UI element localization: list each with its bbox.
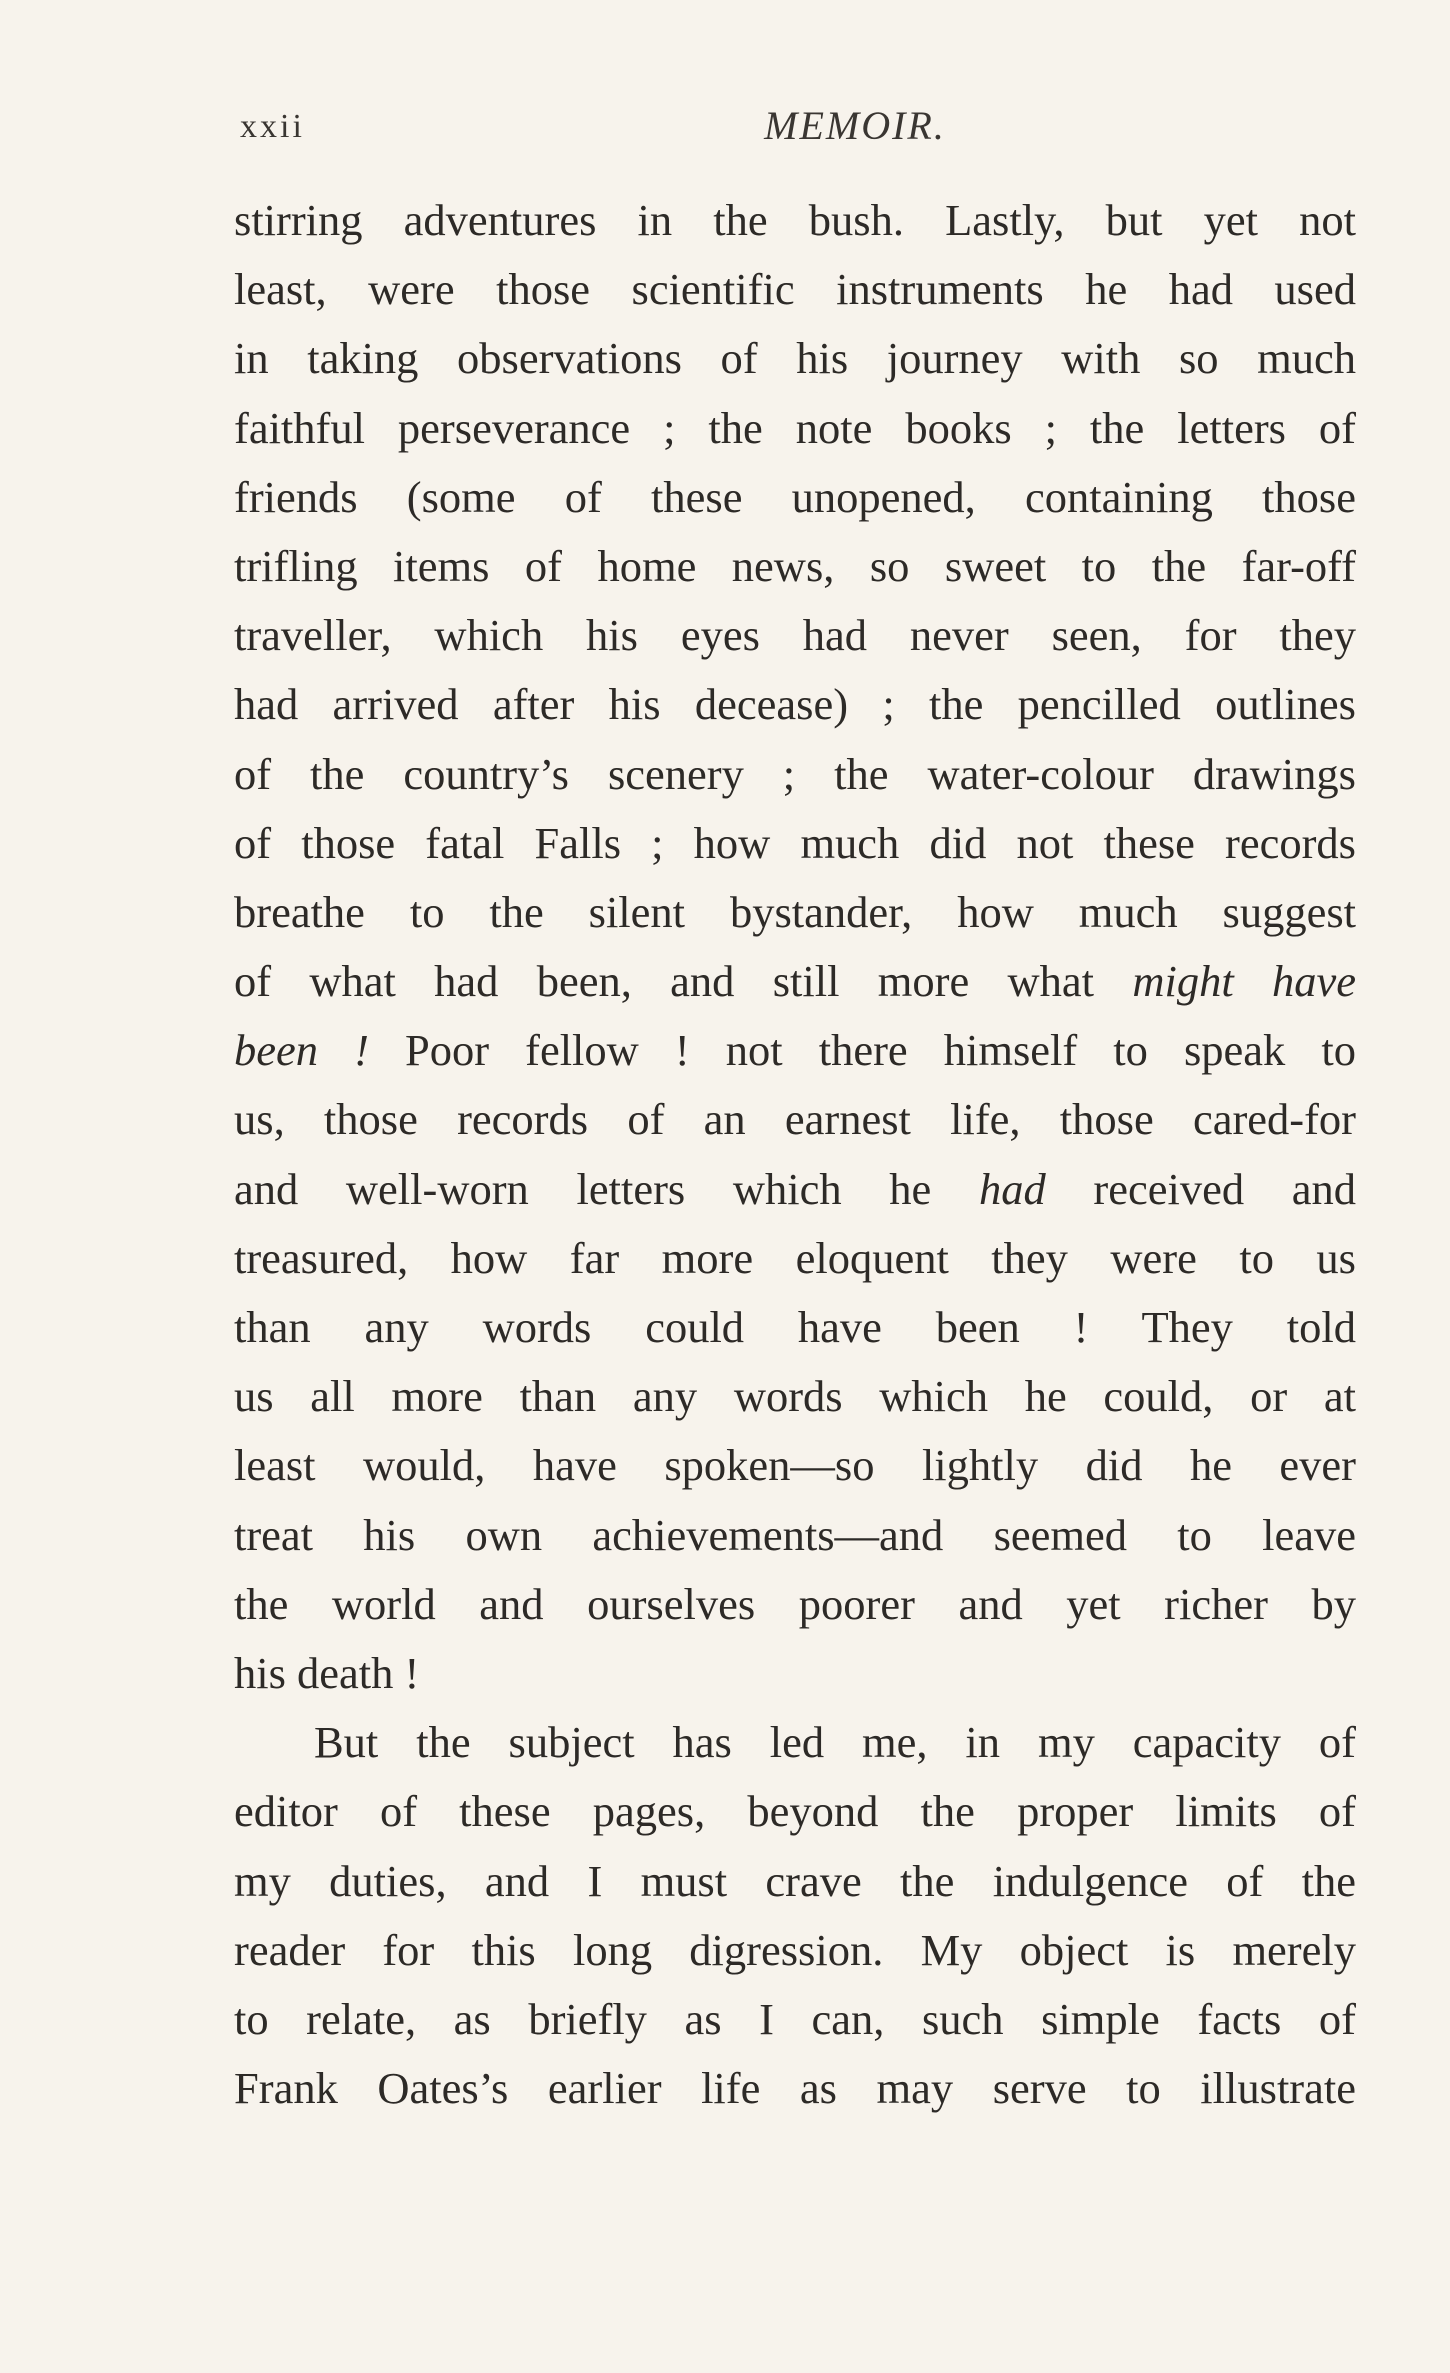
text-line bbox=[234, 324, 1356, 393]
text-line bbox=[234, 1639, 1356, 1708]
text-segment: in taking observations of his journey with so much bbox=[234, 333, 1356, 384]
text-segment: treasured, how far more eloquent they were to us bbox=[234, 1232, 1356, 1283]
text-segment: friends (some of these unopened, containing those bbox=[234, 471, 1356, 522]
text-line bbox=[234, 2054, 1356, 2123]
text-line bbox=[234, 1985, 1356, 2054]
text-segment: breathe to the silent bystander, how much suggest bbox=[234, 886, 1356, 937]
text-line bbox=[234, 394, 1356, 463]
text-line bbox=[234, 186, 1356, 255]
text-segment: stirring adventures in the bush. Lastly, but yet not bbox=[234, 195, 1356, 245]
text-line bbox=[234, 463, 1356, 532]
text-line bbox=[234, 740, 1356, 809]
text-line bbox=[234, 532, 1356, 601]
text-line bbox=[234, 1085, 1356, 1154]
text-line bbox=[234, 670, 1356, 739]
page-number: xxii bbox=[240, 108, 305, 145]
text-segment: least, were those scientific instruments he had used bbox=[234, 264, 1356, 315]
text-segment: of what had been, and still more what bbox=[234, 956, 1133, 1007]
text-segment: and well-worn letters which he bbox=[234, 1163, 979, 1214]
text-line bbox=[234, 1847, 1356, 1916]
text-segment: traveller, which his eyes had never seen, for they bbox=[234, 610, 1356, 661]
text-segment: than any words could have been ! They told bbox=[234, 1302, 1356, 1352]
italic-text-segment: been ! bbox=[234, 1025, 369, 1076]
text-segment: us, those records of an earnest life, those cared-for bbox=[234, 1094, 1356, 1145]
text-line bbox=[234, 1224, 1356, 1293]
text-line bbox=[234, 1501, 1356, 1570]
text-line bbox=[234, 601, 1356, 670]
italic-text-segment: had bbox=[978, 1163, 1046, 1214]
italic-text-segment: might have bbox=[1132, 956, 1356, 1007]
text-segment: received and bbox=[1045, 1163, 1356, 1214]
text-segment: his death ! bbox=[234, 1647, 420, 1698]
text-segment: my duties, and I must crave the indulgence of the bbox=[234, 1855, 1356, 1906]
text-segment: us all more than any words which he could, or at bbox=[234, 1371, 1356, 1422]
text-segment: Frank Oates’s earlier life as may serve to illustrate bbox=[234, 2063, 1356, 2114]
text-line bbox=[234, 1155, 1356, 1224]
text-segment: the world and ourselves poorer and yet richer by bbox=[234, 1578, 1356, 1629]
text-segment: Poor fellow ! not there himself to speak to bbox=[368, 1025, 1356, 1076]
text-segment: But the subject has led me, in my capacity of bbox=[314, 1717, 1356, 1768]
text-segment: of the country’s scenery ; the water-colour drawings bbox=[234, 748, 1356, 799]
text-line bbox=[234, 878, 1356, 947]
body-text bbox=[234, 186, 1356, 2123]
running-head bbox=[240, 98, 1380, 158]
text-segment: least would, have spoken—so lightly did he ever bbox=[234, 1440, 1356, 1491]
text-line bbox=[234, 947, 1356, 1016]
running-title: MEMOIR. bbox=[764, 103, 946, 148]
text-line bbox=[234, 1708, 1356, 1777]
text-segment: reader for this long digression. My object is merely bbox=[234, 1924, 1356, 1975]
text-segment: had arrived after his decease) ; the pencilled outlines bbox=[234, 679, 1356, 730]
text-segment: editor of these pages, beyond the proper limits of bbox=[234, 1786, 1356, 1837]
text-line bbox=[234, 255, 1356, 324]
text-segment: to relate, as briefly as I can, such simple facts of bbox=[234, 1993, 1356, 2044]
text-line bbox=[234, 1777, 1356, 1846]
text-segment: treat his own achievements—and seemed to leave bbox=[234, 1509, 1356, 1560]
text-segment: faithful perseverance ; the note books ; the letters of bbox=[234, 402, 1356, 453]
text-line bbox=[234, 1362, 1356, 1431]
text-segment: trifling items of home news, so sweet to the far-off bbox=[234, 540, 1356, 591]
text-line bbox=[234, 1431, 1356, 1500]
text-line bbox=[234, 1570, 1356, 1639]
text-line bbox=[234, 809, 1356, 878]
text-line bbox=[234, 1293, 1356, 1362]
text-segment: of those fatal Falls ; how much did not these records bbox=[234, 817, 1356, 868]
text-line bbox=[234, 1916, 1356, 1985]
text-line bbox=[234, 1016, 1356, 1085]
